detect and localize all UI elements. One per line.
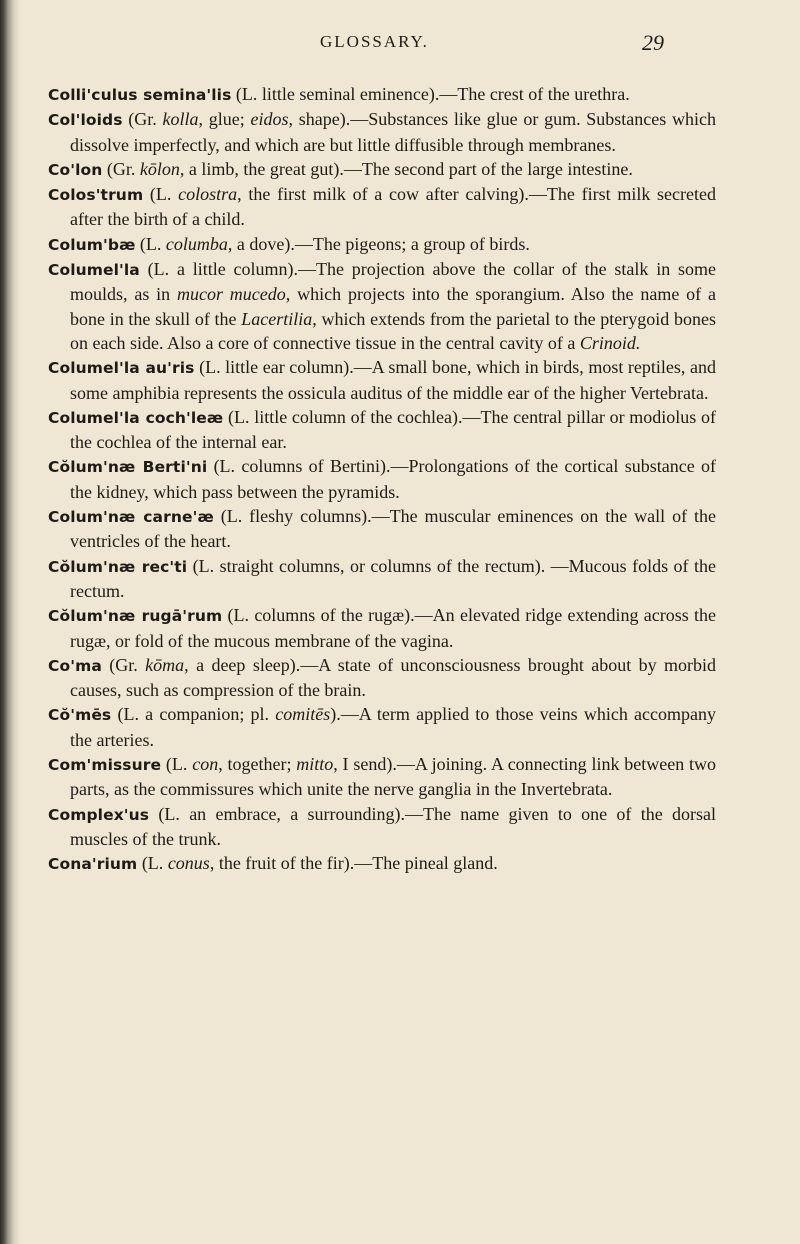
entry-headword: Cona'rium [48,855,138,874]
entry-italic-term: con [192,754,219,775]
glossary-entry [48,107,716,157]
glossary-entry [48,157,716,182]
entry-definition-text: (L. [161,754,193,775]
glossary-entries [48,82,716,877]
entry-definition-text: (L. little column of the cochlea).—The central pillar or modiolus of the cochlea of the internal ear. [70,406,716,453]
glossary-entry [48,851,716,876]
entry-headword: Co'ma [48,656,102,675]
glossary-entry [48,82,716,107]
glossary-entry [48,653,716,703]
entry-italic-term: Crinoid. [579,332,641,353]
entry-definition-text: , a limb, the great gut).—The second part of the large intestine. [179,158,633,179]
entry-definition-text: , which extends from the parietal to the pterygoid bones on each side. Also a core of connective tissue in the central cavity of a [70,308,716,353]
entry-italic-term: conus [167,853,210,874]
entry-headword: Complex'us [48,805,150,824]
entry-italic-term: kolla [162,109,199,130]
entry-italic-term: eidos [250,109,289,130]
entry-definition-text: (Gr. [101,654,146,675]
entry-definition-text: (Gr. [122,109,163,130]
entry-definition-text: , glue; [198,109,251,130]
entry-definition-text: , I send).—A joining. A connecting link between two parts, as the commissures which unite the nerve ganglia in the Invertebrata. [70,754,716,800]
glossary-entry [48,405,716,455]
glossary-entry [48,454,716,504]
entry-definition-text: ).—A term applied to those veins which accompany the arteries. [70,704,716,750]
glossary-entry [48,355,716,405]
entry-headword: Cŏ'mēs [48,706,112,725]
entry-definition-text: , a deep sleep).—A state of unconsciousness brought about by morbid causes, such as compression of the brain. [70,654,716,701]
entry-italic-term: Lacertilia [241,308,313,329]
entry-definition-text: (L. fleshy columns).—The muscular eminences on the wall of the ventricles of the heart. [70,506,716,552]
entry-definition-text: , together; [218,754,297,775]
glossary-entry [48,752,716,802]
entry-headword: Col'loids [48,111,123,130]
entry-definition-text: (L. columns of the rugæ).—An elevated ridge extending across the rugæ, or fold of the mucous membrane of the vagina. [70,605,717,651]
glossary-entry [48,257,716,355]
entry-definition-text: , shape).—Substances like glue or gum. Substances which dissolve imperfectly, and which are but little diffusible through membranes. [70,109,716,155]
entry-italic-term: columba [165,233,228,254]
entry-headword: Colum'bæ [48,235,136,254]
entry-headword: Columel'la coch'leæ [48,408,224,427]
entry-italic-term: mucor mucedo [176,284,286,305]
entry-headword: Columel'la [48,261,140,280]
entry-definition-text: (L. little ear column).—A small bone, which in birds, most reptiles, and some amphibia represents the ossicula auditus of the middle ear of the higher Vertebrata. [70,357,716,403]
entry-headword: Cŏlum'næ Berti'ni [48,458,208,477]
entry-definition-text: (L. [143,184,179,205]
entry-headword: Colum'næ carne'æ [48,508,214,527]
entry-headword: Com'missure [48,756,162,775]
entry-italic-term: mitto [296,754,334,775]
entry-headword: Colos'trum [48,186,144,205]
page-header [0,32,800,56]
entry-definition-text: (L. an embrace, a surrounding).—The name given to one of the dorsal muscles of the trunk. [70,803,716,849]
glossary-entry [48,182,716,232]
entry-definition-text: , the fruit of the fir).—The pineal gland. [209,853,498,874]
entry-definition-text: , which projects into the sporangium. Also the name of a bone in the skull of the [70,284,716,329]
entry-definition-text: (Gr. [102,158,140,179]
page-number: 29 [642,30,664,55]
glossary-entry [48,554,716,604]
entry-headword: Co'lon [48,160,103,179]
entry-headword: Columel'la au'ris [48,359,195,378]
glossary-entry [48,702,716,752]
glossary-entry [48,504,716,554]
entry-definition-text: (L. a companion; pl. [111,704,276,725]
book-binding-edge [0,0,20,1244]
entry-definition-text: (L. straight columns, or columns of the rectum). —Mucous folds of the rectum. [70,555,716,601]
glossary-entry [48,802,716,852]
entry-headword: Colli'culus semina'lis [48,86,232,104]
entry-definition-text: (L. columns of Bertini).—Prolongations of the cortical substance of the kidney, which pass between the pyramids. [70,456,716,502]
entry-italic-term: kōlon [139,158,180,179]
entry-definition-text: (L. little seminal eminence).—The crest of the urethra. [231,84,630,104]
glossary-entry [48,232,716,257]
running-head: GLOSSARY. [320,32,429,51]
entry-definition-text: (L. a little column).—The projection above the collar of the stalk in some moulds, as in [70,259,716,305]
entry-definition-text: , the first milk of a cow after calving).—The first milk secreted after the birth of a child. [70,184,716,230]
entry-headword: Cŏlum'næ rec'ti [48,557,188,576]
entry-definition-text: , a dove).—The pigeons; a group of birds. [227,233,530,254]
entry-italic-term: kōma [145,654,185,675]
entry-italic-term: colostra [178,184,238,205]
glossary-entry [48,603,716,653]
entry-headword: Cŏlum'næ rugā'rum [48,607,223,626]
entry-definition-text: (L. [135,233,166,254]
entry-definition-text: (L. [137,853,168,874]
entry-italic-term: comitēs [275,704,331,725]
